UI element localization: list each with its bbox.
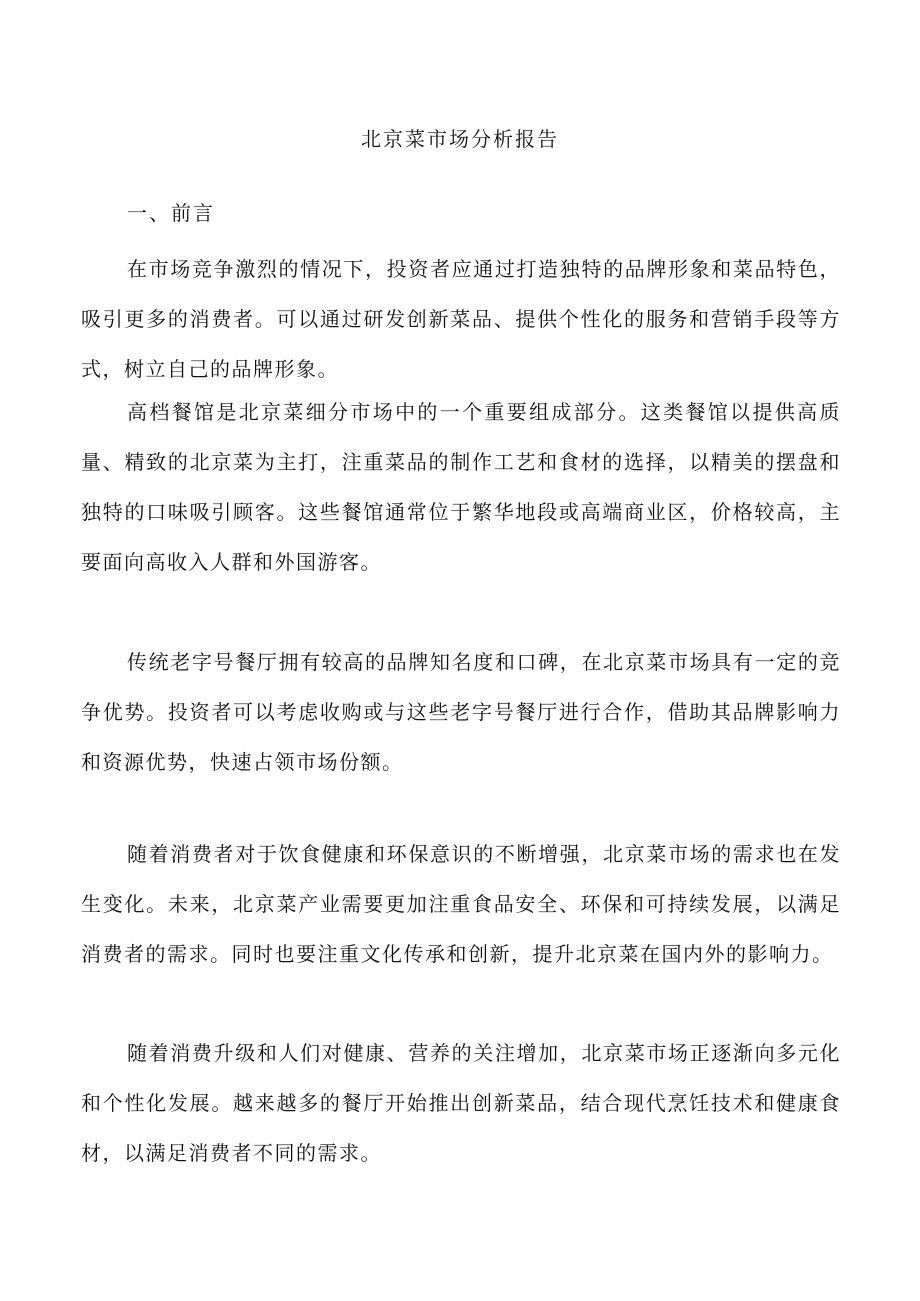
paragraph: 在市场竞争激烈的情况下，投资者应通过打造独特的品牌形象和菜品特色，吸引更多的消费者。可以通过研发创新菜品、提供个性化的服务和营销手段等方式，树立自己的品牌形象。 [81, 257, 841, 381]
paragraph: 随着消费者对于饮食健康和环保意识的不断增强，北京菜市场的需求也在发生变化。未来，北京菜产业需要更加注重食品安全、环保和可持续发展，以满足消费者的需求。同时也要注重文化传承和创新，提升北京菜在国内外的影响力。 [81, 842, 841, 966]
document-title: 北京菜市场分析报告 [361, 127, 559, 151]
paragraph: 高档餐馆是北京菜细分市场中的一个重要组成部分。这类餐馆以提供高质量、精致的北京菜为主打，注重菜品的制作工艺和食材的选择，以精美的摆盘和独特的口味吸引顾客。这些餐馆通常位于繁华地段或高端商业区，价格较高，主要面向高收入人群和外国游客。 [81, 400, 841, 574]
section-heading: 一、前言 [127, 201, 215, 225]
paragraph: 随着消费升级和人们对健康、营养的关注增加，北京菜市场正逐渐向多元化和个性化发展。越来越多的餐厅开始推出创新菜品，结合现代烹饪技术和健康食材，以满足消费者不同的需求。 [81, 1041, 841, 1165]
paragraph: 传统老字号餐厅拥有较高的品牌知名度和口碑，在北京菜市场具有一定的竞争优势。投资者可以考虑收购或与这些老字号餐厅进行合作，借助其品牌影响力和资源优势，快速占领市场份额。 [81, 650, 841, 774]
